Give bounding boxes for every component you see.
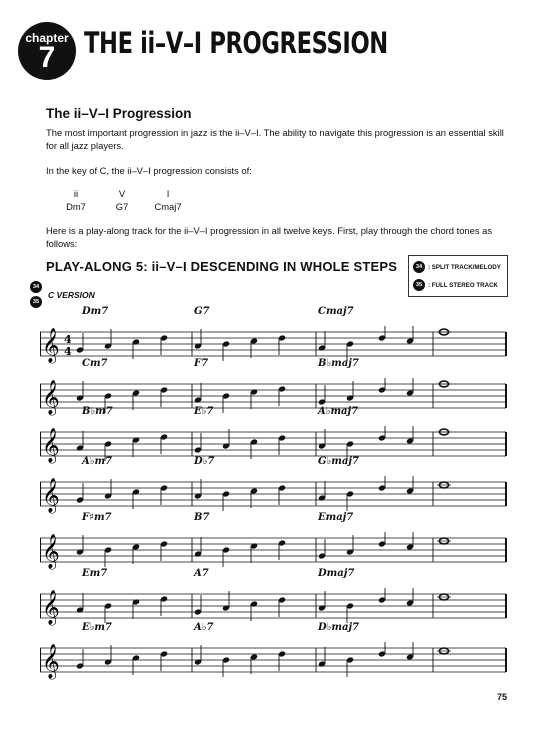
treble-clef-icon: 𝄞	[42, 428, 60, 463]
chord-symbol: Cm7	[82, 358, 108, 369]
legend-label: : SPLIT TRACK/MELODY	[428, 263, 501, 271]
chord-dm7: Dm7	[66, 201, 86, 212]
playalong-intro: Here is a play-along track for the ii–V–I progression in all twelve keys. First, play through the chord tones as follows:	[46, 225, 493, 249]
music-staff	[40, 326, 510, 370]
intro-paragraph: The most important progression in jazz is the ii–V–I. The ability to navigate this progression is an essential skill for all jazz players.	[46, 127, 504, 151]
chord-symbol: A♭7	[194, 622, 214, 633]
numeral-i: I	[166, 188, 170, 199]
chapter-badge	[18, 22, 76, 80]
chord-symbol: A♭m7	[82, 456, 113, 467]
numeral-v: V	[118, 188, 126, 199]
chord-symbol: B♭m7	[82, 406, 113, 417]
treble-clef-icon: 𝄞	[42, 478, 60, 513]
cd-track-icon: 34	[413, 261, 425, 273]
treble-clef-icon: 𝄞	[42, 644, 60, 679]
time-signature: 4	[64, 333, 72, 346]
chord-symbol: Em7	[82, 568, 108, 579]
page-number: 75	[497, 692, 508, 702]
time-signature: 4	[64, 345, 72, 358]
chord-symbol: E♭m7	[82, 622, 112, 633]
chord-symbol: Cmaj7	[318, 306, 354, 317]
chord-symbol: A7	[194, 568, 209, 579]
key-line: In the key of C, the ii–V–I progression consists of:	[46, 165, 252, 176]
chord-symbol: E♭7	[194, 406, 214, 417]
cd-track-icon: 35	[413, 279, 425, 291]
legend-row-full	[413, 278, 498, 292]
chord-symbol: A♭maj7	[318, 406, 359, 417]
music-staff	[40, 642, 510, 686]
chapter-number: 7	[38, 41, 56, 74]
cd-track-icon: 35	[30, 296, 42, 308]
chord-symbol: D♭7	[194, 456, 215, 467]
music-staff	[40, 532, 510, 576]
chord-symbol: Emaj7	[318, 512, 354, 523]
chord-symbol: B7	[194, 512, 210, 523]
treble-clef-icon: 𝄞	[42, 380, 60, 415]
chord-symbol: Dmaj7	[318, 568, 355, 579]
chord-symbol: G7	[194, 306, 210, 317]
section-heading: The ii–V–I Progression	[46, 106, 192, 121]
treble-clef-icon: 𝄞	[42, 328, 60, 363]
playalong-title: PLAY-ALONG 5: ii–V–I DESCENDING IN WHOLE STEPS	[46, 259, 398, 274]
legend-row-split	[413, 260, 501, 274]
chord-cmaj7: Cmaj7	[154, 201, 182, 212]
chord-symbol: Dm7	[82, 306, 109, 317]
treble-clef-icon: 𝄞	[42, 590, 60, 625]
chord-symbol: D♭maj7	[318, 622, 360, 633]
chord-symbol: F♯m7	[82, 512, 112, 523]
chapter-word: chapter	[25, 31, 69, 45]
legend-label: : FULL STEREO TRACK	[428, 281, 499, 289]
chord-symbol: B♭maj7	[318, 358, 359, 369]
version-label: C VERSION	[48, 290, 95, 300]
cd-track-icon: 34	[30, 281, 42, 293]
chord-g7: G7	[115, 201, 129, 212]
chord-symbol: G♭maj7	[318, 456, 359, 467]
treble-clef-icon: 𝄞	[42, 534, 60, 569]
page-title: THE ii–V–I PROGRESSION	[84, 26, 388, 60]
track-legend	[408, 255, 508, 297]
chord-symbol: F7	[194, 358, 209, 369]
numeral-ii: ii	[73, 188, 79, 199]
